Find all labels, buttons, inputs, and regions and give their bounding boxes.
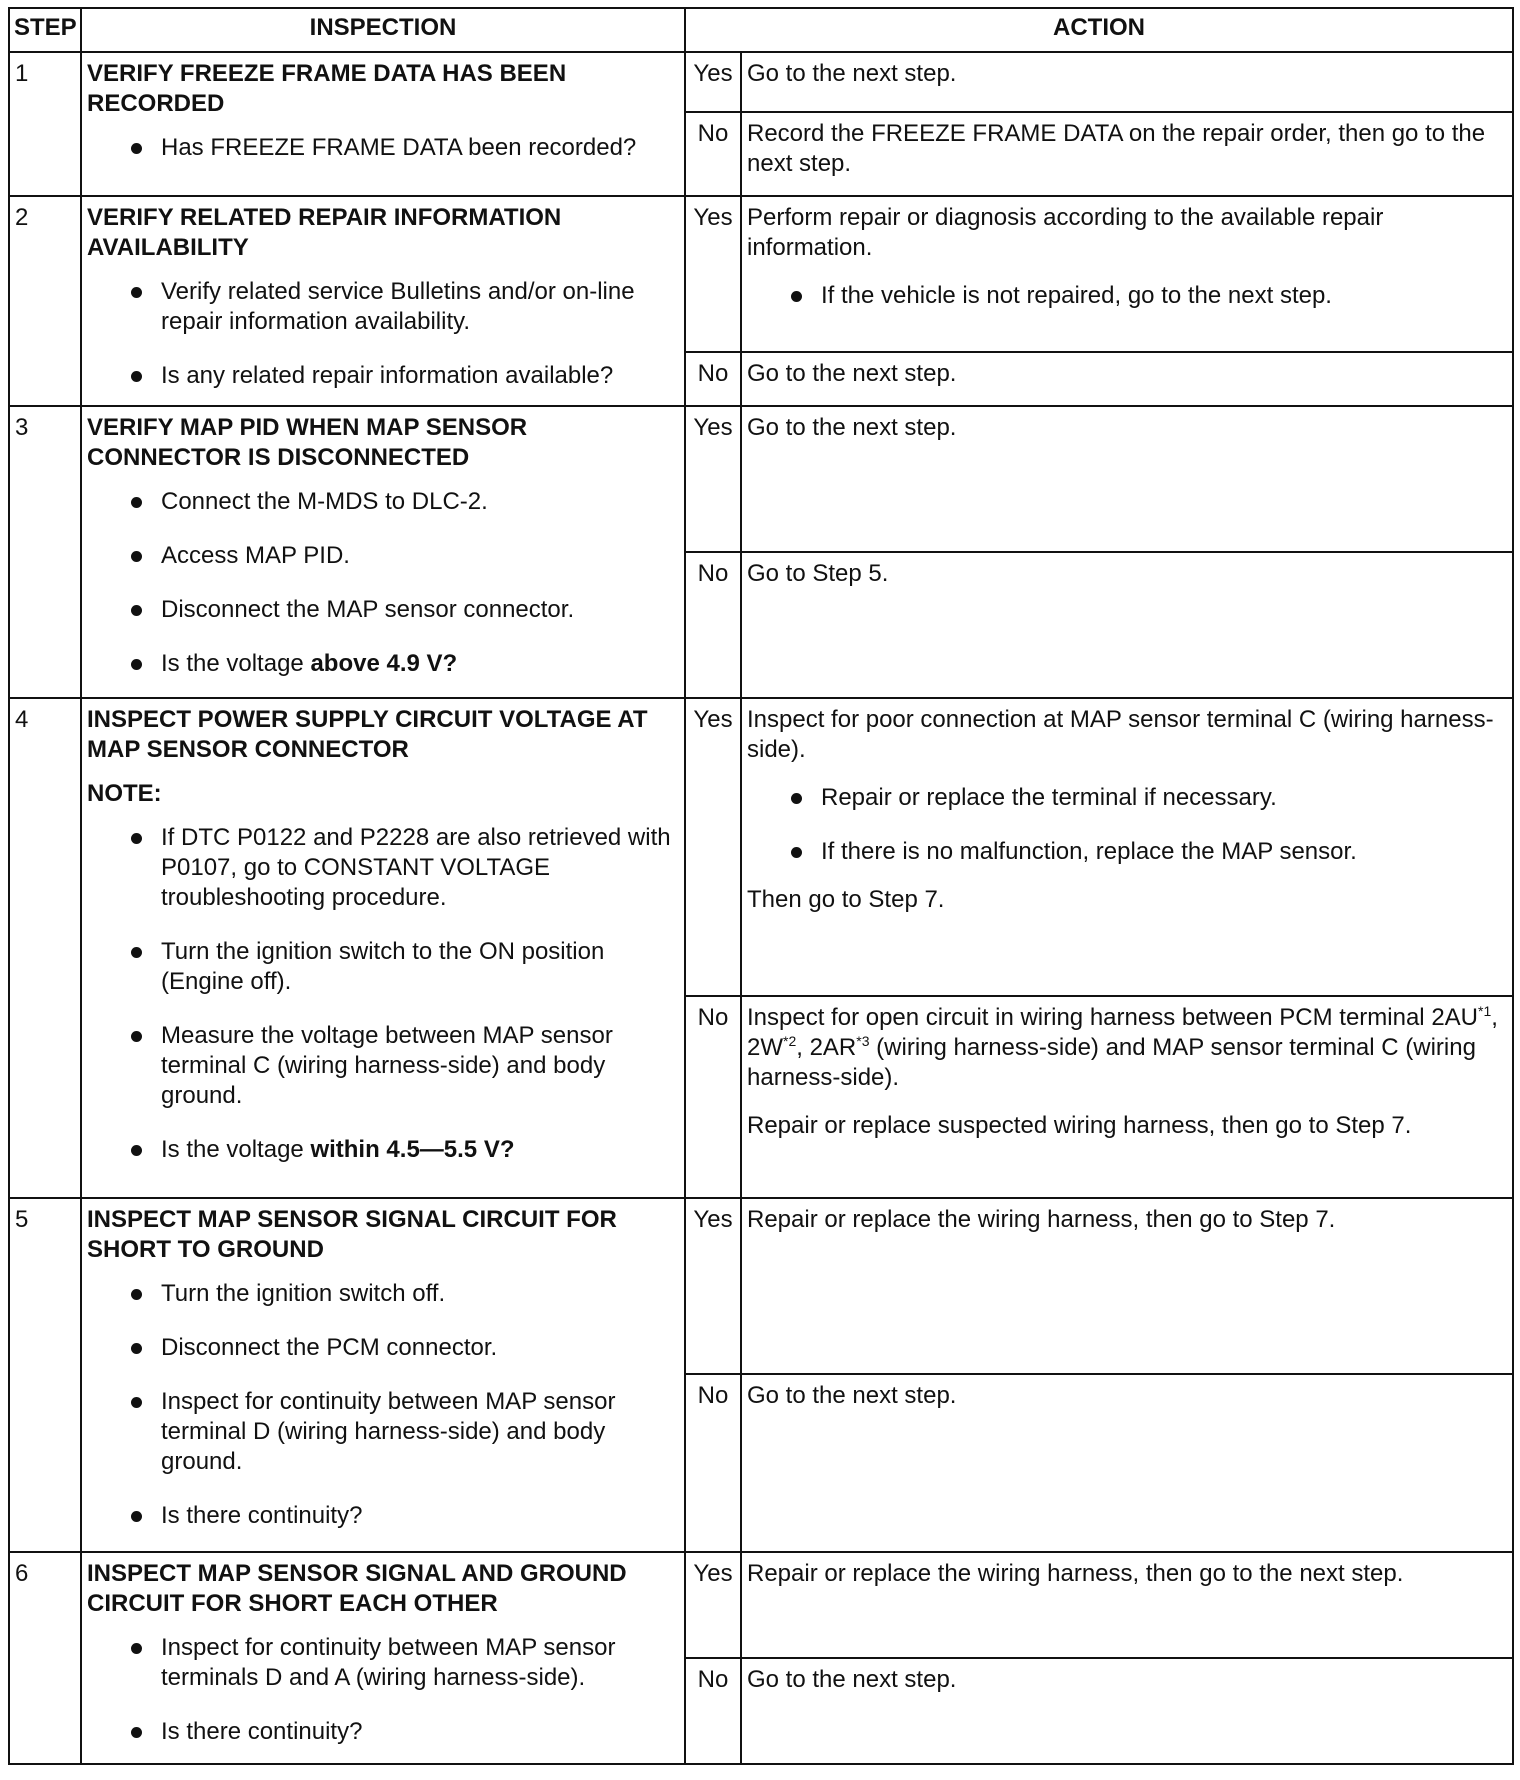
yes-label: Yes [685, 1552, 741, 1658]
yes-action: Repair or replace the wiring harness, then go to the next step. [741, 1552, 1513, 1658]
step-5-yes-row [9, 1198, 1513, 1374]
step-number: 1 [9, 52, 81, 196]
inspection-list [87, 277, 679, 391]
no-action [741, 996, 1513, 1198]
step-6-yes-row [9, 1552, 1513, 1658]
list-item: Is there continuity? [161, 1501, 679, 1531]
list-item: If there is no malfunction, replace the MAP sensor. [821, 837, 1507, 867]
action-text: Inspect for poor connection at MAP sensor terminal C (wiring harness-side). [747, 706, 1494, 763]
list-item: Inspect for continuity between MAP sensor terminals D and A (wiring harness-side). [161, 1633, 679, 1693]
list-item: Repair or replace the terminal if necessary. [821, 783, 1507, 813]
inspection-list [87, 1633, 679, 1747]
list-item: If the vehicle is not repaired, go to the next step. [821, 281, 1507, 311]
action-text [747, 1003, 1507, 1093]
terminal-label: 2AU [1431, 1004, 1478, 1031]
list-item: Verify related service Bulletins and/or on-line repair information availability. [161, 277, 679, 337]
step-number: 4 [9, 698, 81, 1198]
no-action: Go to the next step. [741, 1658, 1513, 1764]
list-item: Access MAP PID. [161, 541, 679, 571]
inspection-cell [81, 698, 685, 1198]
yes-action [741, 196, 1513, 352]
list-item: Is any related repair information available? [161, 361, 679, 391]
inspection-list [87, 133, 679, 163]
terminal-label: , 2W [747, 1004, 1498, 1061]
inspection-cell [81, 196, 685, 406]
header-inspection: INSPECTION [81, 8, 685, 52]
diagnostic-table [8, 7, 1514, 1765]
footnote-mark: *2 [783, 1033, 797, 1049]
header-action: ACTION [685, 8, 1513, 52]
list-item [161, 1135, 679, 1165]
step-1-yes-row [9, 52, 1513, 112]
yes-action: Go to the next step. [741, 406, 1513, 552]
yes-label: Yes [685, 698, 741, 996]
step-title: INSPECT MAP SENSOR SIGNAL CIRCUIT FOR SHORT TO GROUND [87, 1206, 617, 1263]
inspection-list [87, 823, 679, 1165]
no-label: No [685, 552, 741, 698]
yes-label: Yes [685, 196, 741, 352]
list-item-text: Is the voltage [161, 650, 311, 677]
list-item-bold: within 4.5—5.5 V? [310, 1136, 515, 1163]
list-item: Inspect for continuity between MAP sensor terminal D (wiring harness-side) and body ground. [161, 1387, 679, 1477]
inspection-cell [81, 1198, 685, 1552]
text-run: (wiring harness-side) and MAP sensor terminal C (wiring harness-side). [747, 1034, 1476, 1091]
step-number: 6 [9, 1552, 81, 1764]
step-title: VERIFY FREEZE FRAME DATA HAS BEEN RECORDED [87, 60, 567, 117]
yes-label: Yes [685, 406, 741, 552]
step-4-yes-row [9, 698, 1513, 996]
step-3-yes-row [9, 406, 1513, 552]
list-item: Turn the ignition switch off. [161, 1279, 679, 1309]
inspection-list [87, 487, 679, 679]
terminal-label: , 2AR [796, 1034, 857, 1061]
list-item-text: Is the voltage [161, 1136, 311, 1163]
footnote-mark: *1 [1478, 1003, 1492, 1019]
inspection-cell [81, 1552, 685, 1764]
list-item: Is there continuity? [161, 1717, 679, 1747]
yes-action: Repair or replace the wiring harness, then go to Step 7. [741, 1198, 1513, 1374]
step-number: 5 [9, 1198, 81, 1552]
inspection-cell [81, 406, 685, 698]
action-then: Then go to Step 7. [747, 886, 945, 913]
no-label: No [685, 1374, 741, 1552]
step-number: 2 [9, 196, 81, 406]
inspection-list [87, 1279, 679, 1531]
step-number: 3 [9, 406, 81, 698]
inspection-cell [81, 52, 685, 196]
list-item [161, 649, 679, 679]
action-list [747, 783, 1507, 867]
list-item: Disconnect the PCM connector. [161, 1333, 679, 1363]
list-item: Measure the voltage between MAP sensor terminal C (wiring harness-side) and body ground. [161, 1021, 679, 1111]
yes-action [741, 698, 1513, 996]
step-2-yes-row [9, 196, 1513, 352]
step-title: INSPECT MAP SENSOR SIGNAL AND GROUND CIRCUIT FOR SHORT EACH OTHER [87, 1560, 627, 1617]
action-list [747, 281, 1507, 311]
yes-action: Go to the next step. [741, 52, 1513, 112]
footnote-mark: *3 [856, 1033, 870, 1049]
no-label: No [685, 352, 741, 406]
step-title: VERIFY MAP PID WHEN MAP SENSOR CONNECTOR IS DISCONNECTED [87, 414, 528, 471]
yes-label: Yes [685, 1198, 741, 1374]
step-title: VERIFY RELATED REPAIR INFORMATION AVAILABILITY [87, 204, 562, 261]
note-label: NOTE: [87, 780, 162, 807]
header-step: STEP [9, 8, 81, 52]
list-item-bold: above 4.9 V? [310, 650, 458, 677]
no-label: No [685, 1658, 741, 1764]
no-action: Go to Step 5. [741, 552, 1513, 698]
no-action: Go to the next step. [741, 352, 1513, 406]
list-item: Has FREEZE FRAME DATA been recorded? [161, 133, 679, 163]
no-label: No [685, 996, 741, 1198]
no-action: Record the FREEZE FRAME DATA on the repair order, then go to the next step. [741, 112, 1513, 196]
yes-label: Yes [685, 52, 741, 112]
header-row [9, 8, 1513, 52]
action-text: Repair or replace suspected wiring harness, then go to Step 7. [747, 1112, 1412, 1139]
list-item: Connect the M-MDS to DLC-2. [161, 487, 679, 517]
no-action: Go to the next step. [741, 1374, 1513, 1552]
list-item: If DTC P0122 and P2228 are also retrieved with P0107, go to CONSTANT VOLTAGE troubleshooting procedure. [161, 823, 679, 913]
action-text: Perform repair or diagnosis according to the available repair information. [747, 204, 1384, 261]
step-title: INSPECT POWER SUPPLY CIRCUIT VOLTAGE AT MAP SENSOR CONNECTOR [87, 706, 648, 763]
list-item: Disconnect the MAP sensor connector. [161, 595, 679, 625]
no-label: No [685, 112, 741, 196]
text-run: Inspect for open circuit in wiring harness between PCM terminal [747, 1004, 1432, 1031]
list-item: Turn the ignition switch to the ON position (Engine off). [161, 937, 679, 997]
